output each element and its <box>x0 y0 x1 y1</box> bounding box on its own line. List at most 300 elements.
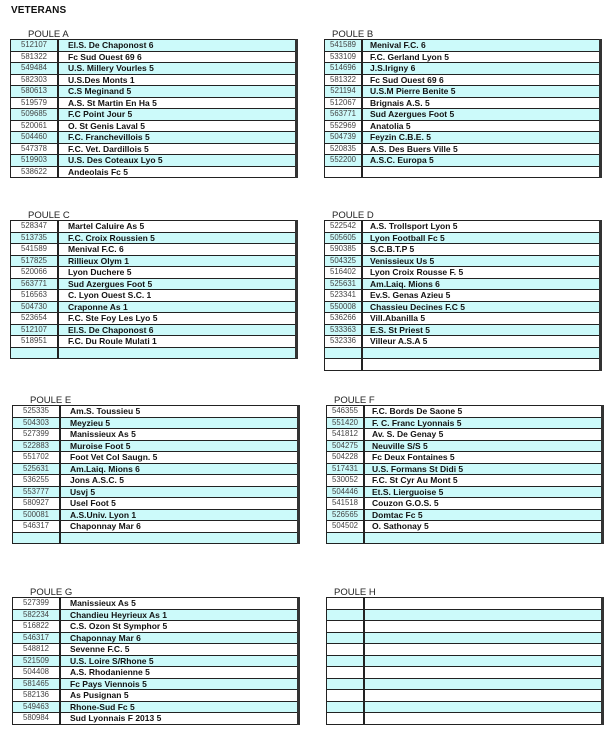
poule-b-section <box>324 30 602 178</box>
club-id-cell: 533363 <box>325 324 363 336</box>
poule-label: POULE H <box>334 587 376 598</box>
team-name-cell <box>58 347 297 359</box>
club-id-cell: 513735 <box>11 232 59 244</box>
club-id-cell: 509685 <box>11 109 59 121</box>
team-name-cell <box>364 532 603 544</box>
table-row <box>13 609 299 621</box>
table-row <box>325 290 601 302</box>
team-name-cell: Fc Pays Viennois 5 <box>60 678 299 690</box>
club-id-cell: 512107 <box>11 324 59 336</box>
club-id-cell: 523654 <box>11 313 59 325</box>
table-row <box>11 244 297 256</box>
table-row <box>13 701 299 713</box>
team-name-cell: Vill.Abanilla 5 <box>362 313 601 325</box>
team-name-cell: U.S.Des Monts 1 <box>58 74 297 86</box>
table-row <box>325 347 601 359</box>
team-name-cell: O. Sathonay 5 <box>364 521 603 533</box>
team-name-cell: U.S. Formans St Didi 5 <box>364 463 603 475</box>
poule-label: POULE F <box>334 395 375 406</box>
team-name-cell: C. Lyon Ouest S.C. 1 <box>58 290 297 302</box>
table-row <box>325 74 601 86</box>
team-name-cell: F.C. Vet. Dardillois 5 <box>58 143 297 155</box>
table-row <box>325 232 601 244</box>
club-id-cell: 541589 <box>11 244 59 256</box>
club-id-cell <box>327 609 365 621</box>
team-name-cell: E.S. St Priest 5 <box>362 324 601 336</box>
table-row <box>327 713 603 725</box>
poule-label: POULE D <box>332 210 374 221</box>
table-row <box>11 313 297 325</box>
poule-label: POULE E <box>30 395 72 406</box>
team-name-cell: Villeur A.S.A 5 <box>362 336 601 348</box>
club-id-cell <box>327 701 365 713</box>
table-row <box>327 452 603 464</box>
table-row <box>13 475 299 487</box>
table-row <box>325 359 601 371</box>
table-row <box>327 498 603 510</box>
club-id-cell: 536266 <box>325 313 363 325</box>
club-id-cell <box>325 359 363 371</box>
team-name-cell: F.C Point Jour 5 <box>58 109 297 121</box>
club-id-cell: 541812 <box>327 429 365 441</box>
team-name-cell: Couzon G.O.S. 5 <box>364 498 603 510</box>
club-id-cell: 549463 <box>13 701 61 713</box>
club-id-cell: 552969 <box>325 120 363 132</box>
team-name-cell: J.S.Irigny 6 <box>362 63 601 75</box>
table-row <box>325 132 601 144</box>
table-row <box>11 143 297 155</box>
team-name-cell <box>60 532 299 544</box>
table-row <box>13 417 299 429</box>
table-row <box>11 336 297 348</box>
team-name-cell: Brignais A.S. 5 <box>362 97 601 109</box>
table-row <box>327 655 603 667</box>
team-name-cell: Venissieux Us 5 <box>362 255 601 267</box>
club-id-cell: 582234 <box>13 609 61 621</box>
team-name-cell: A.S. St Martin En Ha 5 <box>58 97 297 109</box>
team-name-cell: F.C. Croix Roussien 5 <box>58 232 297 244</box>
club-id-cell: 520061 <box>11 120 59 132</box>
club-id-cell: 563771 <box>325 109 363 121</box>
club-id-cell: 546317 <box>13 521 61 533</box>
club-id-cell: 546355 <box>327 406 365 418</box>
table-row <box>13 713 299 725</box>
club-id-cell: 525335 <box>13 406 61 418</box>
table-row <box>327 417 603 429</box>
table-row <box>11 40 297 52</box>
table-row <box>327 621 603 633</box>
team-name-cell <box>364 598 603 610</box>
table-row <box>325 86 601 98</box>
table-row <box>13 486 299 498</box>
table-row <box>11 255 297 267</box>
club-id-cell: 522883 <box>13 440 61 452</box>
club-id-cell: 551702 <box>13 452 61 464</box>
table-row <box>13 644 299 656</box>
table-row <box>13 632 299 644</box>
team-name-cell: Ev.S. Genas Azieu 5 <box>362 290 601 302</box>
team-name-cell <box>364 713 603 725</box>
team-name-cell: Chandieu Heyrieux As 1 <box>60 609 299 621</box>
poule-g-table <box>12 597 300 725</box>
table-row <box>11 267 297 279</box>
poule-e-table <box>12 405 300 544</box>
team-name-cell: Anatolia 5 <box>362 120 601 132</box>
team-name-cell: A.S. Trollsport Lyon 5 <box>362 221 601 233</box>
club-id-cell: 527399 <box>13 429 61 441</box>
club-id-cell: 581322 <box>325 74 363 86</box>
team-name-cell: Sud Azergues Foot 5 <box>58 278 297 290</box>
team-name-cell: Rhone-Sud Fc 5 <box>60 701 299 713</box>
club-id-cell: 504502 <box>327 521 365 533</box>
table-row <box>13 532 299 544</box>
team-name-cell: Lyon Croix Rousse F. 5 <box>362 267 601 279</box>
team-name-cell: Manissieux As 5 <box>60 429 299 441</box>
team-name-cell: Chassieu Decines F.C 5 <box>362 301 601 313</box>
table-row <box>325 97 601 109</box>
team-name-cell <box>364 644 603 656</box>
club-id-cell <box>327 667 365 679</box>
table-row <box>11 155 297 167</box>
team-name-cell: Chaponnay Mar 6 <box>60 521 299 533</box>
club-id-cell: 536255 <box>13 475 61 487</box>
table-row <box>11 301 297 313</box>
table-row <box>11 74 297 86</box>
team-name-cell: U.S. Loire S/Rhone 5 <box>60 655 299 667</box>
club-id-cell <box>327 532 365 544</box>
team-name-cell: Martel Caluire As 5 <box>58 221 297 233</box>
table-row <box>11 232 297 244</box>
club-id-cell: 517825 <box>11 255 59 267</box>
team-name-cell: El.S. De Chaponost 6 <box>58 40 297 52</box>
team-name-cell: U.S. Millery Vourles 5 <box>58 63 297 75</box>
club-id-cell: 516402 <box>325 267 363 279</box>
team-name-cell: F. C. Franc Lyonnais 5 <box>364 417 603 429</box>
team-name-cell: El.S. De Chaponost 6 <box>58 324 297 336</box>
club-id-cell: 505605 <box>325 232 363 244</box>
club-id-cell: 541589 <box>325 40 363 52</box>
club-id-cell: 504408 <box>13 667 61 679</box>
table-row <box>327 521 603 533</box>
table-row <box>13 406 299 418</box>
table-row <box>11 347 297 359</box>
table-row <box>327 678 603 690</box>
club-id-cell: 504730 <box>11 301 59 313</box>
team-name-cell: Et.S. Lierguoise 5 <box>364 486 603 498</box>
team-name-cell <box>364 690 603 702</box>
club-id-cell <box>327 644 365 656</box>
team-name-cell <box>364 701 603 713</box>
team-name-cell: Neuville S/S 5 <box>364 440 603 452</box>
table-row <box>11 63 297 75</box>
team-name-cell: F.C. Du Roule Mulati 1 <box>58 336 297 348</box>
team-name-cell: Craponne As 1 <box>58 301 297 313</box>
poule-c-table <box>10 220 298 359</box>
poule-h-section <box>326 588 604 725</box>
table-row <box>11 278 297 290</box>
poule-f-section <box>326 396 604 544</box>
club-id-cell: 504325 <box>325 255 363 267</box>
club-id-cell: 504303 <box>13 417 61 429</box>
poule-h-table <box>326 597 604 725</box>
table-row <box>327 486 603 498</box>
club-id-cell: 546317 <box>13 632 61 644</box>
table-row <box>13 655 299 667</box>
team-name-cell: Fc Deux Fontaines 5 <box>364 452 603 464</box>
team-name-cell: As Pusignan 5 <box>60 690 299 702</box>
table-row <box>13 498 299 510</box>
table-row <box>13 509 299 521</box>
table-row <box>327 598 603 610</box>
club-id-cell: 582136 <box>13 690 61 702</box>
club-id-cell <box>327 713 365 725</box>
team-name-cell: Muroise Foot 5 <box>60 440 299 452</box>
club-id-cell <box>325 166 363 178</box>
team-name-cell: F.C. St Cyr Au Mont 5 <box>364 475 603 487</box>
club-id-cell: 551420 <box>327 417 365 429</box>
club-id-cell: 552200 <box>325 155 363 167</box>
table-row <box>13 429 299 441</box>
table-row <box>13 667 299 679</box>
club-id-cell: 521194 <box>325 86 363 98</box>
table-row <box>327 701 603 713</box>
poule-label: POULE C <box>28 210 70 221</box>
table-row <box>325 313 601 325</box>
club-id-cell <box>13 532 61 544</box>
table-row <box>327 532 603 544</box>
club-id-cell: 522542 <box>325 221 363 233</box>
table-row <box>11 120 297 132</box>
club-id-cell: 528347 <box>11 221 59 233</box>
team-name-cell: Menival F.C. 6 <box>362 40 601 52</box>
team-name-cell: Usel Foot 5 <box>60 498 299 510</box>
club-id-cell: 512067 <box>325 97 363 109</box>
team-name-cell: Sevenne F.C. 5 <box>60 644 299 656</box>
team-name-cell <box>362 166 601 178</box>
club-id-cell: 512107 <box>11 40 59 52</box>
table-row <box>11 324 297 336</box>
poule-f-table <box>326 405 604 544</box>
club-id-cell: 582303 <box>11 74 59 86</box>
club-id-cell: 504739 <box>325 132 363 144</box>
team-name-cell: U.S.M Pierre Benite 5 <box>362 86 601 98</box>
team-name-cell <box>364 678 603 690</box>
table-row <box>327 690 603 702</box>
club-id-cell: 538622 <box>11 166 59 178</box>
team-name-cell: Fc Sud Ouest 69 6 <box>362 74 601 86</box>
team-name-cell: S.C.B.T.P 5 <box>362 244 601 256</box>
club-id-cell: 533109 <box>325 51 363 63</box>
team-name-cell <box>362 359 601 371</box>
poule-c-section <box>10 211 298 359</box>
club-id-cell: 516822 <box>13 621 61 633</box>
table-row <box>327 509 603 521</box>
poule-b-table <box>324 39 602 178</box>
club-id-cell: 525631 <box>325 278 363 290</box>
table-row <box>11 51 297 63</box>
club-id-cell: 504275 <box>327 440 365 452</box>
team-name-cell: Meyzieu 5 <box>60 417 299 429</box>
club-id-cell: 518951 <box>11 336 59 348</box>
table-row <box>11 97 297 109</box>
table-row <box>13 598 299 610</box>
table-row <box>325 301 601 313</box>
club-id-cell: 517431 <box>327 463 365 475</box>
table-row <box>327 475 603 487</box>
club-id-cell: 590385 <box>325 244 363 256</box>
club-id-cell: 530052 <box>327 475 365 487</box>
team-name-cell <box>362 347 601 359</box>
team-name-cell: Jons A.S.C. 5 <box>60 475 299 487</box>
table-row <box>325 143 601 155</box>
team-name-cell: Am.Laiq. Mions 6 <box>60 463 299 475</box>
club-id-cell: 526565 <box>327 509 365 521</box>
team-name-cell: Sud Azergues Foot 5 <box>362 109 601 121</box>
club-id-cell: 549484 <box>11 63 59 75</box>
club-id-cell: 525631 <box>13 463 61 475</box>
club-id-cell: 519579 <box>11 97 59 109</box>
club-id-cell <box>327 690 365 702</box>
table-row <box>13 463 299 475</box>
club-id-cell: 521509 <box>13 655 61 667</box>
club-id-cell: 504228 <box>327 452 365 464</box>
club-id-cell: 541518 <box>327 498 365 510</box>
poule-d-section <box>324 211 602 371</box>
team-name-cell: Av. S. De Genay 5 <box>364 429 603 441</box>
page-title: VETERANS <box>11 5 67 16</box>
table-row <box>325 324 601 336</box>
team-name-cell: Andeolais Fc 5 <box>58 166 297 178</box>
club-id-cell: 581465 <box>13 678 61 690</box>
club-id-cell: 547378 <box>11 143 59 155</box>
team-name-cell: Am.S. Toussieu 5 <box>60 406 299 418</box>
club-id-cell: 504446 <box>327 486 365 498</box>
club-id-cell <box>327 632 365 644</box>
club-id-cell: 516563 <box>11 290 59 302</box>
team-name-cell: Feyzin C.B.E. 5 <box>362 132 601 144</box>
team-name-cell: A.S.C. Europa 5 <box>362 155 601 167</box>
table-row <box>327 406 603 418</box>
team-name-cell: Manissieux As 5 <box>60 598 299 610</box>
table-row <box>325 63 601 75</box>
club-id-cell <box>327 655 365 667</box>
team-name-cell: Domtac Fc 5 <box>364 509 603 521</box>
table-row <box>327 644 603 656</box>
table-row <box>13 440 299 452</box>
team-name-cell: Fc Sud Ouest 69 6 <box>58 51 297 63</box>
table-row <box>327 440 603 452</box>
table-row <box>327 463 603 475</box>
team-name-cell: Rillieux Olym 1 <box>58 255 297 267</box>
club-id-cell: 520835 <box>325 143 363 155</box>
team-name-cell: Chaponnay Mar 6 <box>60 632 299 644</box>
table-row <box>325 336 601 348</box>
club-id-cell: 523341 <box>325 290 363 302</box>
team-name-cell: Lyon Football Fc 5 <box>362 232 601 244</box>
team-name-cell: Lyon Duchere 5 <box>58 267 297 279</box>
table-row <box>325 244 601 256</box>
table-row <box>13 678 299 690</box>
club-id-cell <box>11 347 59 359</box>
team-name-cell: Am.Laiq. Mions 6 <box>362 278 601 290</box>
team-name-cell: F.C. Gerland Lyon 5 <box>362 51 601 63</box>
team-name-cell: F.C. Franchevillois 5 <box>58 132 297 144</box>
team-name-cell: Sud Lyonnais F 2013 5 <box>60 713 299 725</box>
team-name-cell: A.S. Rhodanienne 5 <box>60 667 299 679</box>
team-name-cell: O. St Genis Laval 5 <box>58 120 297 132</box>
club-id-cell <box>327 598 365 610</box>
poule-e-section <box>12 396 300 544</box>
poule-label: POULE G <box>30 587 73 598</box>
table-row <box>327 429 603 441</box>
team-name-cell <box>364 621 603 633</box>
table-row <box>13 521 299 533</box>
team-name-cell <box>364 632 603 644</box>
team-name-cell: C.S. Ozon St Symphor 5 <box>60 621 299 633</box>
club-id-cell: 504460 <box>11 132 59 144</box>
club-id-cell <box>327 678 365 690</box>
club-id-cell <box>325 347 363 359</box>
table-row <box>13 452 299 464</box>
table-row <box>11 221 297 233</box>
table-row <box>325 221 601 233</box>
club-id-cell: 514696 <box>325 63 363 75</box>
table-row <box>325 255 601 267</box>
club-id-cell <box>327 621 365 633</box>
poule-a-section <box>10 30 298 178</box>
poule-label: POULE A <box>28 29 69 40</box>
team-name-cell: Foot Vet Col Saugn. 5 <box>60 452 299 464</box>
table-row <box>325 109 601 121</box>
table-row <box>325 120 601 132</box>
team-name-cell: Usvj 5 <box>60 486 299 498</box>
poule-label: POULE B <box>332 29 374 40</box>
team-name-cell: A.S.Univ. Lyon 1 <box>60 509 299 521</box>
club-id-cell: 548812 <box>13 644 61 656</box>
team-name-cell: A.S. Des Buers Ville 5 <box>362 143 601 155</box>
table-row <box>13 690 299 702</box>
team-name-cell: F.C. Ste Foy Les Lyo 5 <box>58 313 297 325</box>
table-row <box>327 609 603 621</box>
club-id-cell: 553777 <box>13 486 61 498</box>
team-name-cell <box>364 655 603 667</box>
club-id-cell: 520066 <box>11 267 59 279</box>
club-id-cell: 527399 <box>13 598 61 610</box>
table-row <box>327 667 603 679</box>
club-id-cell: 519903 <box>11 155 59 167</box>
table-row <box>11 166 297 178</box>
table-row <box>325 278 601 290</box>
table-row <box>325 166 601 178</box>
team-name-cell <box>364 609 603 621</box>
club-id-cell: 580984 <box>13 713 61 725</box>
team-name-cell <box>364 667 603 679</box>
poule-d-table <box>324 220 602 371</box>
table-row <box>325 267 601 279</box>
club-id-cell: 563771 <box>11 278 59 290</box>
table-row <box>13 621 299 633</box>
table-row <box>11 86 297 98</box>
club-id-cell: 580613 <box>11 86 59 98</box>
table-row <box>325 51 601 63</box>
table-row <box>11 109 297 121</box>
club-id-cell: 500081 <box>13 509 61 521</box>
poule-g-section <box>12 588 300 725</box>
team-name-cell: F.C. Bords De Saone 5 <box>364 406 603 418</box>
team-name-cell: U.S. Des Coteaux Lyo 5 <box>58 155 297 167</box>
table-row <box>327 632 603 644</box>
team-name-cell: Menival F.C. 6 <box>58 244 297 256</box>
